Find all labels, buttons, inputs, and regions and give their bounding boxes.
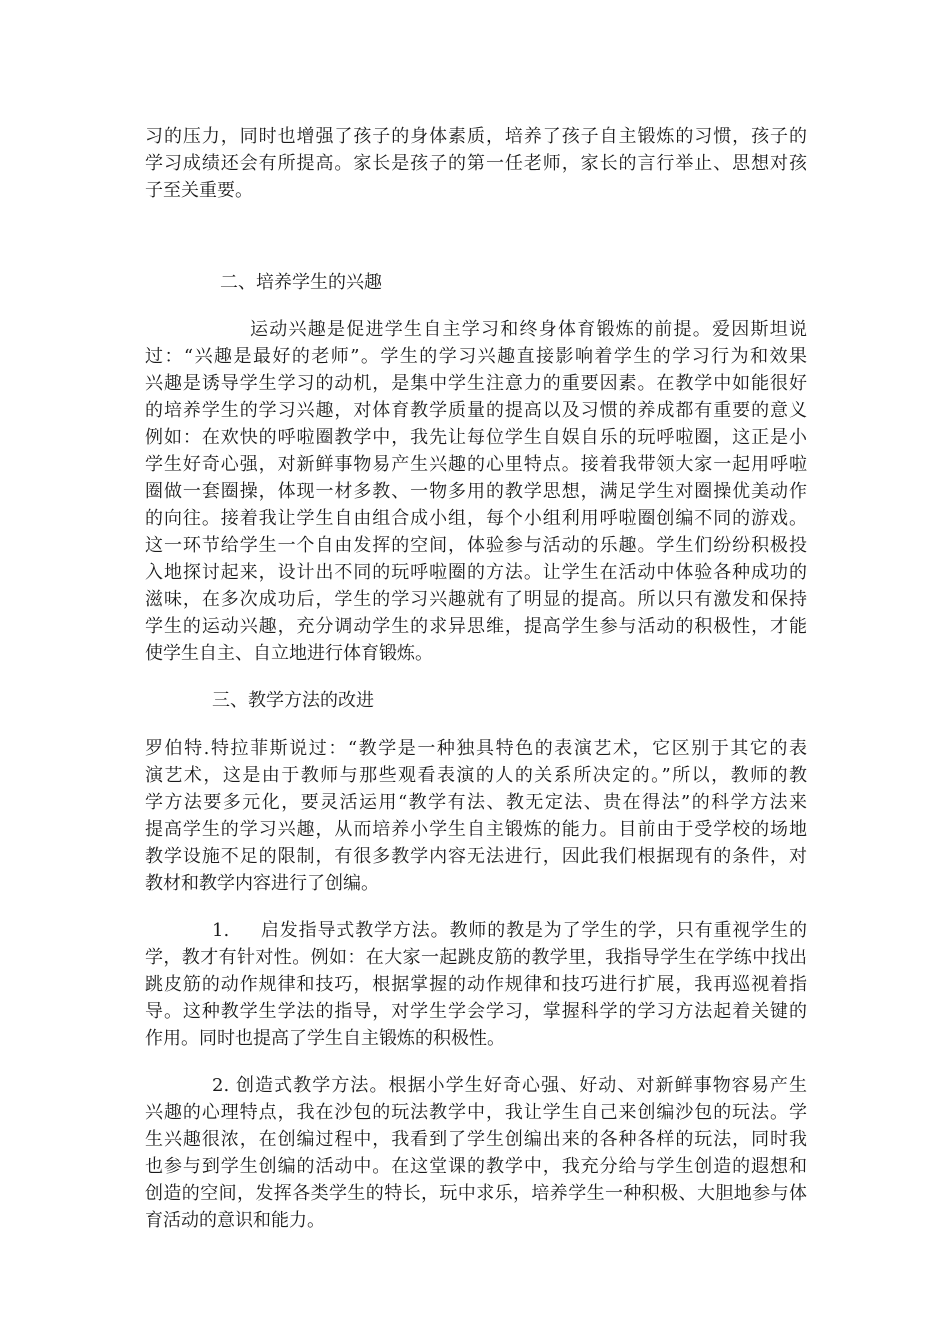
paragraph-3-line: 演艺术，这是由于教师与那些观看表演的人的关系所决定的。”所以，教师的教	[145, 765, 807, 786]
list-item-1-line: 学，教才有针对性。例如：在大家一起跳皮筋的教学里，我指导学生在学练中找出	[145, 947, 807, 968]
paragraph-1-line: 学习成绩还会有所提高。家长是孩子的第一任老师，家长的言行举止、思想对孩	[145, 153, 807, 174]
paragraph-2-line: 的向往。接着我让学生自由组合成小组，每个小组利用呼啦圈创编不同的游戏。	[145, 508, 807, 529]
paragraph-3-line: 教学设施不足的限制，有很多教学内容无法进行，因此我们根据现有的条件，对	[145, 846, 807, 867]
section-heading-3: 三、教学方法的改进	[212, 690, 374, 711]
paragraph-2-line: 滋味，在多次成功后，学生的学习兴趣就有了明显的提高。所以只有激发和保持	[145, 589, 807, 610]
paragraph-3-line: 教材和教学内容进行了创编。	[145, 873, 379, 894]
paragraph-2-line: 圈做一套圈操，体现一材多教、一物多用的教学思想，满足学生对圈操优美动作	[145, 481, 807, 502]
list-item-2-line: 兴趣的心理特点，我在沙包的玩法教学中，我让学生自己来创编沙包的玩法。学	[145, 1102, 807, 1123]
paragraph-3-line: 罗伯特.特拉菲斯说过：“教学是一种独具特色的表演艺术，它区别于其它的表	[145, 738, 807, 759]
section-heading-2: 二、培养学生的兴趣	[220, 272, 382, 293]
paragraph-2-line: 过：“兴趣是最好的老师”。学生的学习兴趣直接影响着学生的学习行为和效果	[145, 346, 807, 367]
list-item-1-line: 跳皮筋的动作规律和技巧，根据掌握的动作规律和技巧进行扩展，我再巡视着指	[145, 974, 807, 995]
paragraph-2-line: 使学生自主、自立地进行体育锻炼。	[145, 643, 433, 664]
paragraph-2-line: 例如：在欢快的呼啦圈教学中，我先让每位学生自娱自乐的玩呼啦圈，这正是小	[145, 427, 807, 448]
list-item-1-text: 启发指导式教学方法。教师的教是为了学生的学，只有重视学生的	[260, 920, 807, 941]
paragraph-2-line: 兴趣是诱导学生学习的动机，是集中学生注意力的重要因素。在教学中如能很好	[145, 373, 807, 394]
paragraph-2-line: 入地探讨起来，设计出不同的玩呼啦圈的方法。让学生在活动中体验各种成功的	[145, 562, 807, 583]
list-item-1-line: 导。这种教学生学法的指导，对学生学会学习，掌握科学的学习方法起着关键的	[145, 1001, 807, 1022]
paragraph-2-line: 学生好奇心强，对新鲜事物易产生兴趣的心里特点。接着我带领大家一起用呼啦	[145, 454, 807, 475]
list-item-1-number: 1.	[212, 920, 230, 941]
list-item-2-line: 也参与到学生创编的活动中。在这堂课的教学中，我充分给与学生创造的遐想和	[145, 1156, 807, 1177]
paragraph-2-line: 运动兴趣是促进学生自主学习和终身体育锻炼的前提。爱因斯坦说	[250, 319, 807, 340]
paragraph-3-line: 学方法要多元化，要灵活运用“教学有法、教无定法、贵在得法”的科学方法来	[145, 792, 807, 813]
paragraph-1-line: 习的压力，同时也增强了孩子的身体素质，培养了孩子自主锻炼的习惯，孩子的	[145, 126, 807, 147]
list-item-2-line: 育活动的意识和能力。	[145, 1210, 325, 1231]
paragraph-3-line: 提高学生的学习兴趣，从而培养小学生自主锻炼的能力。目前由于受学校的场地	[145, 819, 807, 840]
paragraph-2-line: 的培养学生的学习兴趣，对体育教学质量的提高以及习惯的养成都有重要的意义	[145, 400, 807, 421]
list-item-2-line: 生兴趣很浓，在创编过程中，我看到了学生创编出来的各种各样的玩法，同时我	[145, 1129, 807, 1150]
list-item-2-line: 2. 创造式教学方法。根据小学生好奇心强、好动、对新鲜事物容易产生	[212, 1075, 807, 1096]
list-item-2-line: 创造的空间，发挥各类学生的特长，玩中求乐，培养学生一种积极、大胆地参与体	[145, 1183, 807, 1204]
paragraph-2-line: 这一环节给学生一个自由发挥的空间，体验参与活动的乐趣。学生们纷纷积极投	[145, 535, 807, 556]
paragraph-2-line: 学生的运动兴趣，充分调动学生的求异思维，提高学生参与活动的积极性，才能	[145, 616, 807, 637]
paragraph-1-line: 子至关重要。	[145, 180, 253, 201]
list-item-1-line: 作用。同时也提高了学生自主锻炼的积极性。	[145, 1028, 505, 1049]
list-item-1-first-line	[212, 918, 807, 944]
